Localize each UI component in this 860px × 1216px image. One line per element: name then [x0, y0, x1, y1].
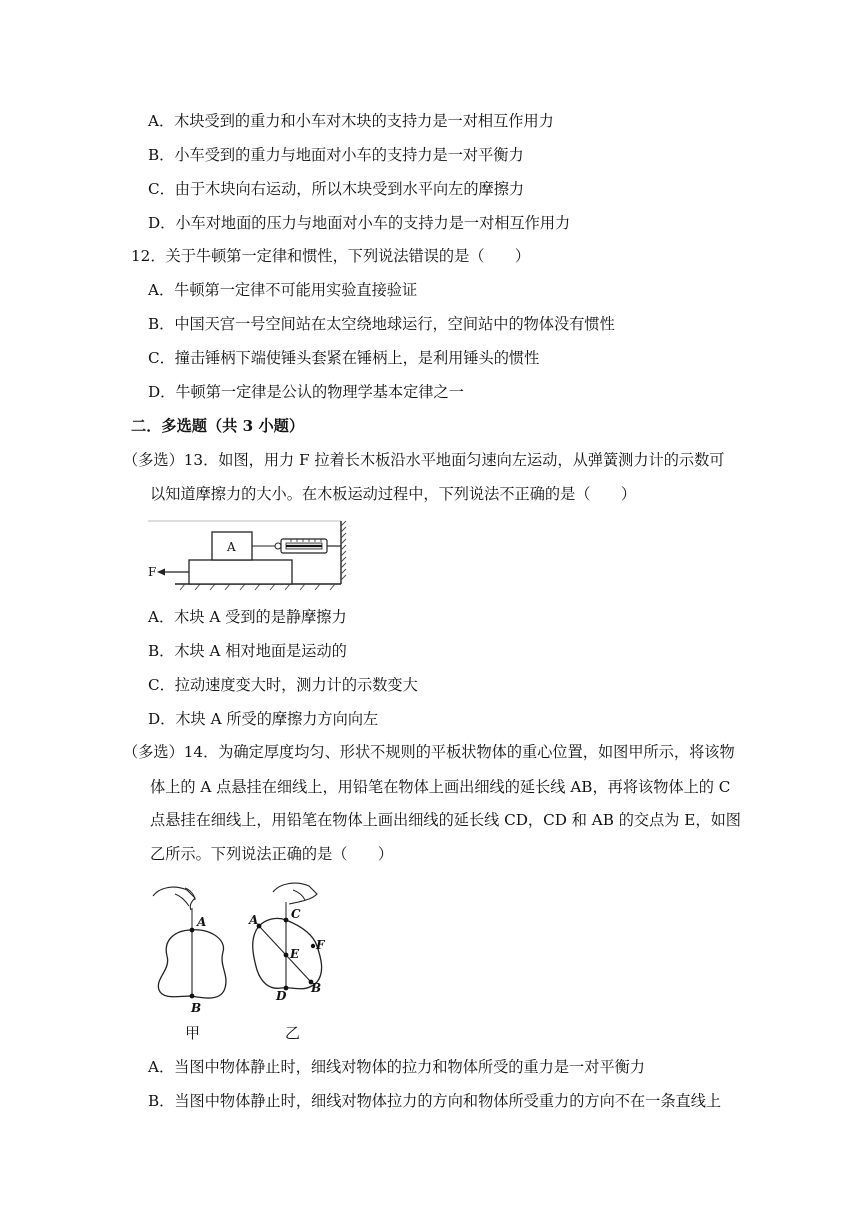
q14-option-a: A．当图中物体静止时，细线对物体的拉力和物体所受的重力是一对平衡力	[148, 1058, 645, 1076]
right-label-c: C	[291, 907, 301, 921]
q13-option-b: B．木块 A 相对地面是运动的	[148, 642, 347, 660]
q13-option-c: C．拉动速度变大时，测力计的示数变大	[148, 676, 418, 694]
q12-option-c: C．撞击锤柄下端使锤头套紧在锤柄上，是利用锤头的惯性	[148, 349, 540, 367]
q11-option-d: D．小车对地面的压力与地面对小车的支持力是一对相互作用力	[148, 214, 571, 232]
block-a-label: A	[227, 540, 236, 554]
q14-figure	[145, 878, 345, 1044]
q14-option-b: B．当图中物体静止时，细线对物体拉力的方向和物体所受重力的方向不在一条直线上	[148, 1092, 722, 1110]
q13-option-a: A．木块 A 受到的是静摩擦力	[148, 608, 347, 626]
q12-option-b: B．中国天宫一号空间站在太空绕地球运行，空间站中的物体没有惯性	[148, 315, 615, 333]
left-label-b: B	[191, 1001, 202, 1015]
spring-scale	[281, 539, 341, 553]
right-caption: 乙	[285, 1024, 301, 1042]
right-label-d: D	[276, 989, 287, 1003]
figure-right	[248, 883, 326, 1042]
long-board	[189, 560, 292, 584]
q13-stem-line2: 以知道摩擦力的大小。在木板运动过程中，下列说法不正确的是（ ）	[150, 485, 636, 503]
right-label-a: A	[249, 913, 259, 927]
q14-stem-line3: 点悬挂在细线上，用铅笔在物体上画出细线的延长线 CD，CD 和 AB 的交点为 E，如图	[150, 811, 741, 829]
left-label-a: A	[197, 915, 207, 929]
q11-option-a: A．木块受到的重力和小车对木块的支持力是一对相互作用力	[148, 112, 554, 130]
figure-left	[153, 887, 226, 1042]
q11-option-b: B．小车受到的重力与地面对小车的支持力是一对平衡力	[148, 146, 524, 164]
q12-stem: 12．关于牛顿第一定律和惯性，下列说法错误的是（ ）	[131, 247, 531, 265]
q13-stem-line1: （多选）13．如图，用力 F 拉着长木板沿水平地面匀速向左运动，从弹簧测力计的示数可	[123, 451, 725, 469]
q13-option-d: D．木块 A 所受的摩擦力方向向左	[148, 710, 379, 728]
q14-stem-line2: 体上的 A 点悬挂在细线上，用铅笔在物体上画出细线的延长线 AB，再将该物体上的 C	[150, 778, 731, 796]
q12-option-d: D．牛顿第一定律是公认的物理学基本定律之一	[148, 383, 464, 401]
q13-figure	[145, 520, 350, 592]
section-title: 二．多选题（共 3 小题）	[131, 417, 305, 435]
right-label-e: E	[290, 947, 300, 961]
q11-option-c: C．由于木块向右运动，所以木块受到水平向左的摩擦力	[148, 180, 525, 198]
right-label-b: B	[311, 981, 322, 995]
q14-stem-line1: （多选）14．为确定厚度均匀、形状不规则的平板状物体的重心位置，如图甲所示，将该物	[123, 743, 735, 761]
force-label: F	[148, 565, 157, 579]
q12-option-a: A．牛顿第一定律不可能用实验直接验证	[148, 281, 418, 299]
q14-stem-line4: 乙所示。下列说法正确的是（ ）	[150, 845, 393, 863]
right-label-f: F	[316, 938, 325, 952]
left-caption: 甲	[185, 1024, 201, 1042]
